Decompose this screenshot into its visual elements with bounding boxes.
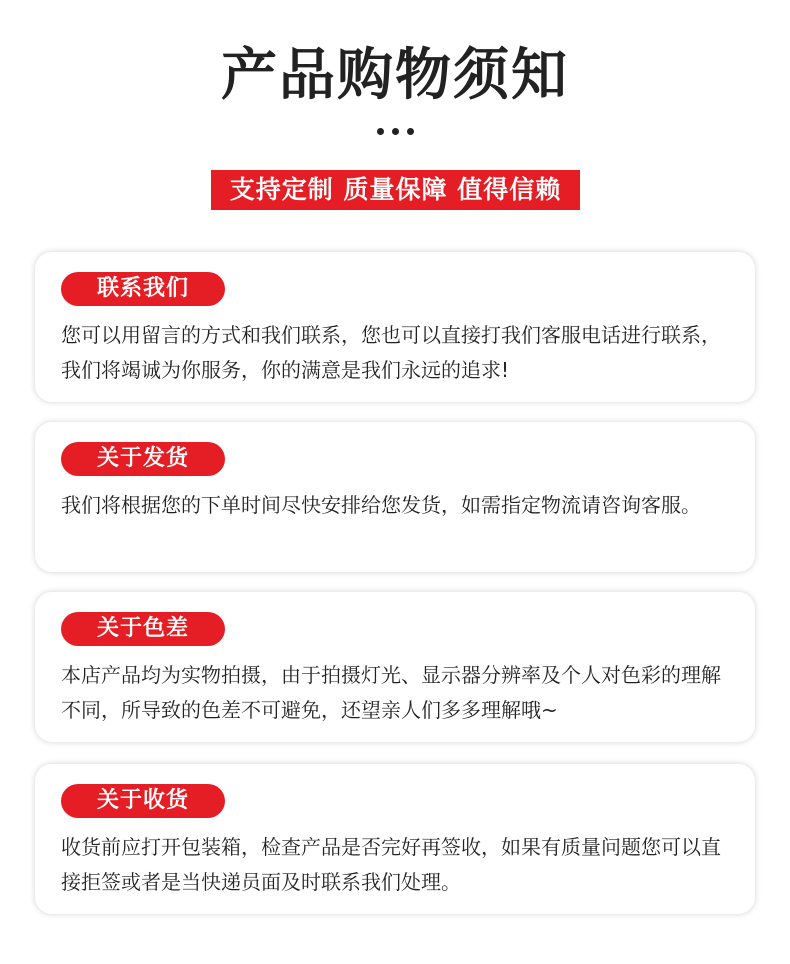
section-label: 关于收货	[61, 784, 225, 818]
section-label: 关于色差	[61, 612, 225, 646]
info-card-contact	[34, 251, 756, 403]
title-dots-decoration	[0, 128, 790, 135]
dot	[392, 128, 399, 135]
dot	[407, 128, 414, 135]
section-text: 我们将根据您的下单时间尽快安排给您发货，如需指定物流请咨询客服。	[61, 493, 701, 517]
section-text: 本店产品均为实物拍摄，由于拍摄灯光、显示器分辨率及个人对色彩的理解不同，所导致的色差不可避免，还望亲人们多多理解哦~	[61, 663, 721, 722]
section-label: 关于发货	[61, 442, 225, 476]
slogan-banner: 支持定制 质量保障 值得信赖	[211, 170, 580, 210]
section-text: 您可以用留言的方式和我们联系，您也可以直接打我们客服电话进行联系，我们将竭诚为你服务，你的满意是我们永远的追求!	[61, 323, 721, 382]
page-title: 产品购物须知	[221, 43, 569, 108]
section-label: 联系我们	[61, 272, 225, 306]
info-card-receiving	[34, 763, 756, 915]
dot	[377, 128, 384, 135]
section-text: 收货前应打开包装箱，检查产品是否完好再签收，如果有质量问题您可以直接拒签或者是当快递员面及时联系我们处理。	[61, 835, 721, 894]
info-card-shipping	[34, 421, 756, 573]
info-card-color-difference	[34, 591, 756, 743]
